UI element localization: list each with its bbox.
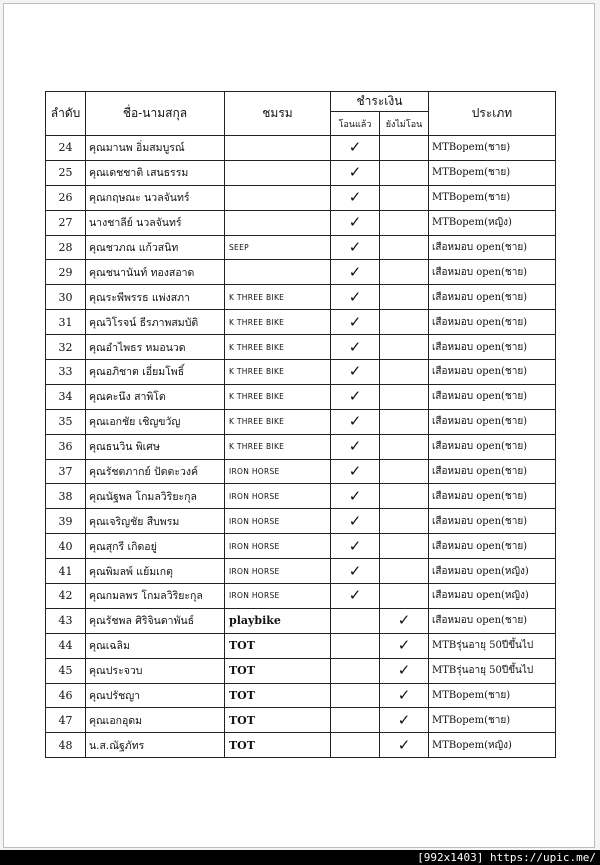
paid-cell [331, 534, 380, 559]
table-body [46, 136, 556, 758]
table-row [46, 384, 556, 409]
row-club: K THREE BIKE [225, 310, 331, 335]
row-name: คุณสุกรี เกิดอยู่ [86, 534, 225, 559]
footer-text: [992x1403] https://upic.me/ [417, 851, 596, 864]
row-name: คุณประจวบ [86, 658, 225, 683]
row-number: 24 [46, 136, 86, 161]
row-name: คุณเจริญชัย สืบพรม [86, 509, 225, 534]
row-type: เสือหมอบ open(ชาย) [429, 459, 556, 484]
row-club: SEEP [225, 235, 331, 260]
row-name: คุณระพีพรรธ แพ่งสภา [86, 285, 225, 310]
row-type: MTBรุ่นอายุ 50ปีขึ้นไป [429, 658, 556, 683]
row-number: 43 [46, 608, 86, 633]
check-mark-icon: ✓ [348, 138, 362, 157]
row-type: เสือหมอบ open(ชาย) [429, 360, 556, 385]
unpaid-cell [380, 509, 429, 534]
row-type: MTBopem(ชาย) [429, 160, 556, 185]
row-type: เสือหมอบ open(ชาย) [429, 285, 556, 310]
row-type: MTBรุ่นอายุ 50ปีขึ้นไป [429, 633, 556, 658]
check-mark-icon: ✓ [348, 287, 362, 306]
row-type: เสือหมอบ open(ชาย) [429, 335, 556, 360]
check-mark-icon: ✓ [348, 561, 362, 580]
paid-cell [331, 608, 380, 633]
row-type: เสือหมอบ open(ชาย) [429, 434, 556, 459]
check-mark-icon: ✓ [397, 710, 411, 729]
check-mark-icon: ✓ [397, 735, 411, 754]
table-row [46, 509, 556, 534]
table-row [46, 534, 556, 559]
unpaid-cell [380, 210, 429, 235]
check-mark-icon: ✓ [348, 262, 362, 281]
unpaid-cell [380, 633, 429, 658]
table-row [46, 310, 556, 335]
unpaid-cell [380, 434, 429, 459]
table-row [46, 633, 556, 658]
row-number: 48 [46, 733, 86, 758]
paid-cell [331, 584, 380, 609]
row-club [225, 136, 331, 161]
paid-cell [331, 733, 380, 758]
paid-cell [331, 384, 380, 409]
row-club: K THREE BIKE [225, 409, 331, 434]
unpaid-cell [380, 360, 429, 385]
row-type: เสือหมอบ open(ชาย) [429, 484, 556, 509]
row-name: คุณปรัชญา [86, 683, 225, 708]
row-name: คุณเอกอุดม [86, 708, 225, 733]
row-club: K THREE BIKE [225, 285, 331, 310]
unpaid-cell [380, 683, 429, 708]
unpaid-cell [380, 160, 429, 185]
row-club: IRON HORSE [225, 459, 331, 484]
row-club [225, 260, 331, 285]
paid-cell [331, 160, 380, 185]
paid-cell [331, 260, 380, 285]
table-row [46, 136, 556, 161]
row-number: 47 [46, 708, 86, 733]
row-club: IRON HORSE [225, 559, 331, 584]
row-number: 41 [46, 559, 86, 584]
row-number: 25 [46, 160, 86, 185]
row-club: K THREE BIKE [225, 434, 331, 459]
table-row [46, 285, 556, 310]
row-name: คุณคะนึง สาพิโต [86, 384, 225, 409]
check-mark-icon: ✓ [348, 462, 362, 481]
table-row [46, 185, 556, 210]
row-club: IRON HORSE [225, 534, 331, 559]
unpaid-cell [380, 260, 429, 285]
paid-cell [331, 708, 380, 733]
row-club: TOT [225, 633, 331, 658]
header-payment: ชำระเงิน [331, 92, 429, 112]
row-name: คุณรัชพล ศิริจินดาพันธ์ [86, 608, 225, 633]
row-type: เสือหมอบ open(หญิง) [429, 559, 556, 584]
paid-cell [331, 136, 380, 161]
table-row [46, 708, 556, 733]
check-mark-icon: ✓ [348, 337, 362, 356]
paid-cell [331, 285, 380, 310]
paid-cell [331, 459, 380, 484]
paid-cell [331, 633, 380, 658]
header-unpaid: ยังไม่โอน [380, 112, 429, 136]
table-row [46, 160, 556, 185]
table-row [46, 658, 556, 683]
row-name: คุณอภิชาต เอี่ยมโพธิ์ [86, 360, 225, 385]
unpaid-cell [380, 584, 429, 609]
row-number: 27 [46, 210, 86, 235]
check-mark-icon: ✓ [348, 437, 362, 456]
table-row [46, 733, 556, 758]
check-mark-icon: ✓ [348, 312, 362, 331]
row-number: 46 [46, 683, 86, 708]
row-number: 36 [46, 434, 86, 459]
row-type: เสือหมอบ open(ชาย) [429, 608, 556, 633]
row-club: playbike [225, 608, 331, 633]
row-club: K THREE BIKE [225, 335, 331, 360]
unpaid-cell [380, 384, 429, 409]
row-number: 45 [46, 658, 86, 683]
row-type: เสือหมอบ open(ชาย) [429, 509, 556, 534]
check-mark-icon: ✓ [348, 412, 362, 431]
check-mark-icon: ✓ [348, 387, 362, 406]
table-row [46, 335, 556, 360]
row-number: 34 [46, 384, 86, 409]
row-type: MTBopem(ชาย) [429, 683, 556, 708]
unpaid-cell [380, 559, 429, 584]
row-name: คุณอำไพธร หมอนวด [86, 335, 225, 360]
row-name: คุณมานพ อิ่มสมบูรณ์ [86, 136, 225, 161]
row-name: คุณชวภณ แก้วสนิท [86, 235, 225, 260]
row-type: เสือหมอบ open(ชาย) [429, 235, 556, 260]
footer-bar [0, 850, 600, 865]
row-number: 33 [46, 360, 86, 385]
unpaid-cell [380, 185, 429, 210]
table-row [46, 459, 556, 484]
row-name: คุณธนวิน พิเศษ [86, 434, 225, 459]
unpaid-cell [380, 708, 429, 733]
check-mark-icon: ✓ [397, 636, 411, 655]
check-mark-icon: ✓ [397, 611, 411, 630]
paid-cell [331, 235, 380, 260]
table-header [46, 92, 556, 136]
row-type: เสือหมอบ open(หญิง) [429, 584, 556, 609]
paid-cell [331, 559, 380, 584]
table-row [46, 484, 556, 509]
row-number: 30 [46, 285, 86, 310]
row-number: 40 [46, 534, 86, 559]
row-name: คุณกฤษณะ นวลจันทร์ [86, 185, 225, 210]
check-mark-icon: ✓ [348, 163, 362, 182]
paid-cell [331, 683, 380, 708]
header-club: ชมรม [225, 92, 331, 136]
check-mark-icon: ✓ [348, 486, 362, 505]
row-number: 44 [46, 633, 86, 658]
unpaid-cell [380, 335, 429, 360]
check-mark-icon: ✓ [348, 586, 362, 605]
row-name: นางชาลีย์ นวลจันทร์ [86, 210, 225, 235]
check-mark-icon: ✓ [348, 188, 362, 207]
row-number: 39 [46, 509, 86, 534]
row-type: MTBopem(ชาย) [429, 136, 556, 161]
paid-cell [331, 185, 380, 210]
header-type: ประเภท [429, 92, 556, 136]
paid-cell [331, 310, 380, 335]
row-type: เสือหมอบ open(ชาย) [429, 260, 556, 285]
unpaid-cell [380, 459, 429, 484]
row-club: IRON HORSE [225, 584, 331, 609]
table-row [46, 608, 556, 633]
row-name: คุณนัฐพล โกมลวิริยะกุล [86, 484, 225, 509]
check-mark-icon: ✓ [348, 536, 362, 555]
unpaid-cell [380, 534, 429, 559]
row-club: IRON HORSE [225, 484, 331, 509]
paid-cell [331, 335, 380, 360]
row-type: เสือหมอบ open(ชาย) [429, 384, 556, 409]
unpaid-cell [380, 658, 429, 683]
row-club: IRON HORSE [225, 509, 331, 534]
row-number: 38 [46, 484, 86, 509]
row-type: เสือหมอบ open(ชาย) [429, 534, 556, 559]
row-name: น.ส.ณัฐภัทร [86, 733, 225, 758]
row-type: MTBopem(ชาย) [429, 185, 556, 210]
header-no: ลำดับ [46, 92, 86, 136]
paid-cell [331, 210, 380, 235]
row-number: 31 [46, 310, 86, 335]
paid-cell [331, 509, 380, 534]
unpaid-cell [380, 733, 429, 758]
row-type: MTBopem(หญิง) [429, 210, 556, 235]
row-club: TOT [225, 708, 331, 733]
check-mark-icon: ✓ [348, 511, 362, 530]
table-row [46, 235, 556, 260]
row-club [225, 160, 331, 185]
row-club [225, 185, 331, 210]
paid-cell [331, 360, 380, 385]
row-number: 32 [46, 335, 86, 360]
check-mark-icon: ✓ [397, 686, 411, 705]
unpaid-cell [380, 608, 429, 633]
row-type: MTBopem(หญิง) [429, 733, 556, 758]
row-club: TOT [225, 733, 331, 758]
row-type: เสือหมอบ open(ชาย) [429, 310, 556, 335]
row-name: คุณกมลพร โกมลวิริยะกุล [86, 584, 225, 609]
row-number: 26 [46, 185, 86, 210]
paid-cell [331, 409, 380, 434]
row-name: คุณชนานันท์ ทองสอาด [86, 260, 225, 285]
row-number: 42 [46, 584, 86, 609]
check-mark-icon: ✓ [348, 362, 362, 381]
row-number: 37 [46, 459, 86, 484]
registration-table [45, 91, 556, 758]
unpaid-cell [380, 484, 429, 509]
check-mark-icon: ✓ [348, 213, 362, 232]
unpaid-cell [380, 285, 429, 310]
table-row [46, 434, 556, 459]
unpaid-cell [380, 136, 429, 161]
row-club: TOT [225, 683, 331, 708]
table-row [46, 584, 556, 609]
paid-cell [331, 658, 380, 683]
header-paid: โอนแล้ว [331, 112, 380, 136]
row-number: 28 [46, 235, 86, 260]
table-row [46, 409, 556, 434]
row-club [225, 210, 331, 235]
row-type: เสือหมอบ open(ชาย) [429, 409, 556, 434]
table-row [46, 683, 556, 708]
row-club: K THREE BIKE [225, 384, 331, 409]
table-row [46, 210, 556, 235]
row-name: คุณเอกชัย เชิญขวัญ [86, 409, 225, 434]
table-row [46, 360, 556, 385]
row-name: คุณเดชชาติ เสนธรรม [86, 160, 225, 185]
row-name: คุณพิมลพ์ แย้มเกตุ [86, 559, 225, 584]
table-row [46, 260, 556, 285]
table-row [46, 559, 556, 584]
row-name: คุณรัชตภากย์ ปัตตะวงค์ [86, 459, 225, 484]
check-mark-icon: ✓ [397, 661, 411, 680]
row-number: 29 [46, 260, 86, 285]
unpaid-cell [380, 310, 429, 335]
paid-cell [331, 484, 380, 509]
unpaid-cell [380, 235, 429, 260]
row-club: TOT [225, 658, 331, 683]
row-name: คุณวิโรจน์ ธีรภาพสมบัติ [86, 310, 225, 335]
row-type: MTBopem(ชาย) [429, 708, 556, 733]
row-number: 35 [46, 409, 86, 434]
header-name: ชื่อ-นามสกุล [86, 92, 225, 136]
check-mark-icon: ✓ [348, 238, 362, 256]
unpaid-cell [380, 409, 429, 434]
row-club: K THREE BIKE [225, 360, 331, 385]
row-name: คุณเฉลิม [86, 633, 225, 658]
paid-cell [331, 434, 380, 459]
